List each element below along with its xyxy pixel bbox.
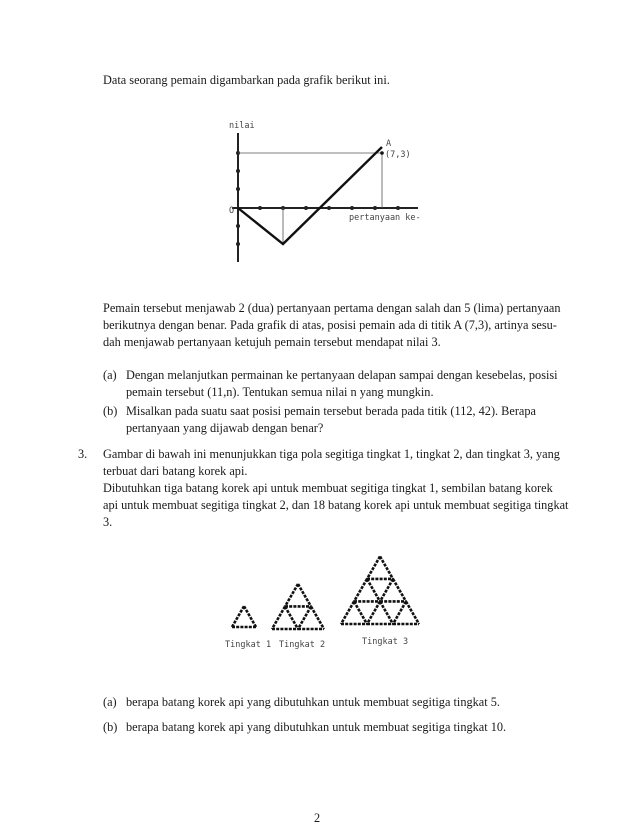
x-ticks [258,206,400,210]
q3-line: terbuat dari batang korek api. [103,464,248,478]
tingkat-1-triangle [232,606,256,627]
tingkat-2-triangle [272,584,324,629]
page-number: 2 [314,811,321,825]
graph-ylabel: nilai [229,121,255,131]
q3-b-label: (b) [103,720,118,734]
y-ticks [236,151,240,246]
explanation-paragraph [103,300,565,351]
graph-point-name: A [386,139,392,149]
paragraph-line: dah menjawab pertanyaan ketujuh pemain tersebut mendapat nilai 3. [103,335,441,349]
graph-point-coord: (7,3) [385,150,411,160]
tingkat-2-label: Tingkat 2 [279,640,326,650]
paragraph-line: Pemain tersebut menjawab 2 (dua) pertanyaan pertama dengan salah dan 5 (lima) pertanyaan [103,301,561,315]
tingkat-3-label: Tingkat 3 [362,637,409,647]
tingkat-3-triangle [341,556,419,624]
point-A [380,151,384,155]
player-path [238,147,382,244]
graph-origin: O [229,206,235,216]
q2-a-label: (a) [103,368,117,382]
q3-line: Gambar di bawah ini menunjukkan tiga pola segitiga tingkat 1, tingkat 2, dan tingkat 3, yang [103,447,560,461]
intro-text: Data seorang pemain digambarkan pada grafik berikut ini. [103,73,390,87]
q3-b-text: berapa batang korek api yang dibutuhkan untuk membuat segitiga tingkat 10. [126,720,507,734]
q3-line: Dibutuhkan tiga batang korek api untuk membuat segitiga tingkat 1, sembilan batang korek [103,481,553,495]
q3-a-text: berapa batang korek api yang dibutuhkan untuk membuat segitiga tingkat 5. [126,695,500,709]
q2-a-line: pemain tersebut (11,n). Tentukan semua nilai n yang mungkin. [126,385,434,399]
paragraph-line: berikutnya dengan benar. Pada grafik di atas, posisi pemain ada di titik A (7,3), artinya sesu- [103,318,557,332]
q2-b-line: pertanyaan yang dijawab dengan benar? [126,421,324,435]
tingkat-1-label: Tingkat 1 [225,640,272,650]
q2-b-line: Misalkan pada suatu saat posisi pemain tersebut berada pada titik (112, 42). Berapa [126,404,537,418]
graph-xlabel: pertanyaan ke- [349,213,421,223]
q3-number: 3. [78,447,88,461]
q2-b-label: (b) [103,404,118,418]
q3-text [103,446,569,531]
q2-a-line: Dengan melanjutkan permainan ke pertanyaan delapan sampai dengan kesebelas, posisi [126,368,558,382]
q2-b-text [126,403,565,437]
q2-a-text [126,367,565,401]
q3-a-label: (a) [103,695,117,709]
q3-line: 3. [103,515,113,529]
q3-line: api untuk membuat segitiga tingkat 2, dan 18 batang korek api untuk membuat segitiga tingkat [103,498,569,512]
